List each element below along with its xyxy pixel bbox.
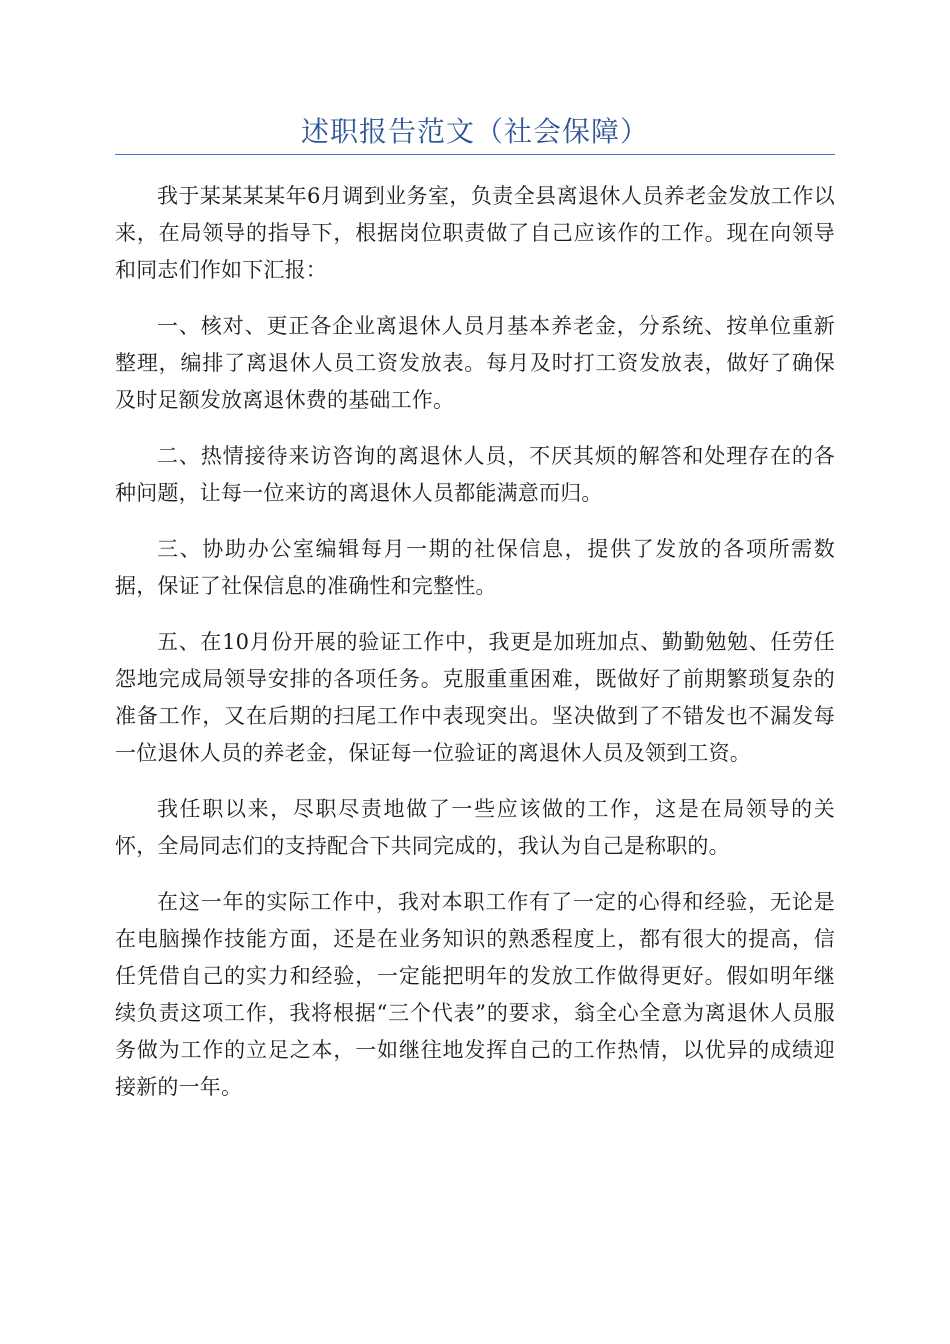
paragraph-item-2: 二、热情接待来访咨询的离退休人员，不厌其烦的解答和处理存在的各种问题，让每一位来访的离退休人员都能满意而归。 [115,444,835,505]
paragraph-item-3: 三、协助办公室编辑每月一期的社保信息，提供了发放的各项所需数据，保证了社保信息的准确性和完整性。 [115,537,835,598]
paragraph-item-5: 五、在10月份开展的验证工作中，我更是加班加点、勤勤勉勉、任劳任怨地完成局领导安排的各项任务。克服重重困难，既做好了前期繁琐复杂的准备工作，又在后期的扫尾工作中表现突出。坚决做到了不错发也不漏发每一位退休人员的养老金，保证每一位验证的离退休人员及领到工资。 [115,630,835,765]
document-body [115,178,835,1125]
document-title: 述职报告范文（社会保障） [300,115,649,148]
paragraph-intro: 我于某某某某年6月调到业务室，负责全县离退休人员养老金发放工作以来，在局领导的指导下，根据岗位职责做了自己应该作的工作。现在向领导和同志们作如下汇报： [115,184,835,282]
paragraph-conclusion: 在这一年的实际工作中，我对本职工作有了一定的心得和经验，无论是在电脑操作技能方面，还是在业务知识的熟悉程度上，都有很大的提高，信任凭借自己的实力和经验，一定能把明年的发放工作做得更好。假如明年继续负责这项工作，我将根据“三个代表”的要求，翁全心全意为离退休人员服务做为工作的立足之本，一如继往地发挥自己的工作热情，以优异的成绩迎接新的一年。 [115,890,835,1099]
paragraph-item-1: 一、核对、更正各企业离退休人员月基本养老金，分系统、按单位重新整理，编排了离退休人员工资发放表。每月及时打工资发放表，做好了确保及时足额发放离退休费的基础工作。 [115,314,835,412]
paragraph-self-assessment: 我任职以来，尽职尽责地做了一些应该做的工作，这是在局领导的关怀，全局同志们的支持配合下共同完成的，我认为自己是称职的。 [115,797,835,858]
title-underline-rule [115,154,835,155]
